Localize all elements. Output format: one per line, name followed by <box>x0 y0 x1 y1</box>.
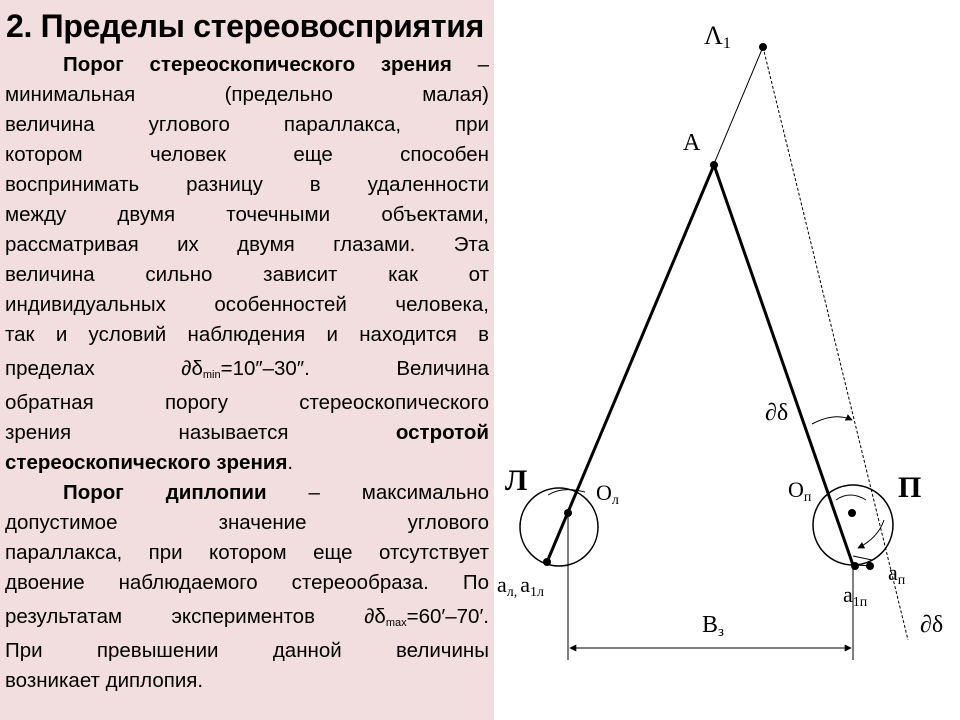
point-a1 <box>759 43 767 51</box>
text-line: Порог диплопии – максимально <box>63 481 489 504</box>
point-a <box>710 161 718 169</box>
text-line: воспринимать разницу в удаленности <box>5 173 489 196</box>
text-line: зрения называется остротой <box>5 421 490 444</box>
point-right-retina-1 <box>851 562 859 570</box>
retina-tick <box>853 556 872 560</box>
slide-title: 2. Пределы стереовосприятия <box>6 8 485 44</box>
text-line: При превышении данной величины <box>5 639 489 662</box>
label-left-center: Oл <box>596 480 619 508</box>
label-left-retina: aл, a1л <box>497 572 545 600</box>
text-line: обратная порогу стереоскопического <box>5 391 489 414</box>
label-angle-top: ∂δ <box>765 400 789 426</box>
label-right-eye: П <box>898 471 922 504</box>
label-base: Bз <box>702 612 724 640</box>
text-line: рассматривая их двумя глазами. Эта <box>5 233 489 256</box>
label-angle-bottom: ∂δ <box>920 612 944 638</box>
point-right-node <box>848 509 856 517</box>
text-line: параллакса, при котором еще отсутствует <box>5 541 489 564</box>
text-line: допустимое значение углового <box>5 511 489 534</box>
stereo-diagram <box>494 0 960 720</box>
text-line: величина сильно зависит как от <box>5 263 489 286</box>
text-line: котором человек еще способен <box>5 143 489 166</box>
body-text <box>5 50 489 696</box>
label-right-center: Oп <box>788 477 812 505</box>
text-line: пределах $\partial\delta_{min}=10''-30''$. Величина <box>5 357 490 381</box>
term-acuity: остротой <box>395 421 490 444</box>
point-left-retina <box>543 558 551 566</box>
label-right-retina: aп <box>888 560 906 588</box>
term-stereo-threshold: Порог стереоскопического зрения <box>63 53 452 76</box>
point-left-node <box>564 509 572 517</box>
text-line: результатам экспериментов $\partial\delta_{max}=60'-70'$. <box>5 605 489 629</box>
text-line: между двумя точечными объектами, <box>5 203 489 226</box>
label-a1: Λ1 <box>704 21 731 52</box>
term-diplopia-threshold: Порог диплопии <box>63 481 267 504</box>
text-line: индивидуальных особенностей человека, <box>5 293 489 316</box>
text-line: стереоскопического зрения. <box>5 451 294 474</box>
text-line: Порог стереоскопического зрения – <box>63 53 489 76</box>
ray-a-to-left-eye <box>547 165 714 562</box>
text-line: двоение наблюдаемого стереообраза. По <box>5 571 489 594</box>
left-eye-circle <box>520 488 598 566</box>
right-eye-circle <box>813 485 893 565</box>
label-left-eye: Л <box>505 464 528 497</box>
text-line: возникает диплопия. <box>5 669 204 692</box>
text-line: так и условий наблюдения и находится в <box>5 323 489 346</box>
angle-arc-eye-right <box>836 495 866 500</box>
ray-a-to-right-eye <box>714 165 853 565</box>
text-line: величина углового параллакса, при <box>5 113 489 136</box>
label-a: A <box>683 130 701 156</box>
point-right-retina-2 <box>866 562 874 570</box>
ray-a1-to-right <box>763 47 908 640</box>
angle-arc-top <box>812 417 852 424</box>
term-acuity-2: стереоскопического зрения <box>5 451 288 474</box>
text-line: минимальная (предельно малая) <box>5 83 489 106</box>
label-right-retina-1: a1п <box>843 582 868 610</box>
